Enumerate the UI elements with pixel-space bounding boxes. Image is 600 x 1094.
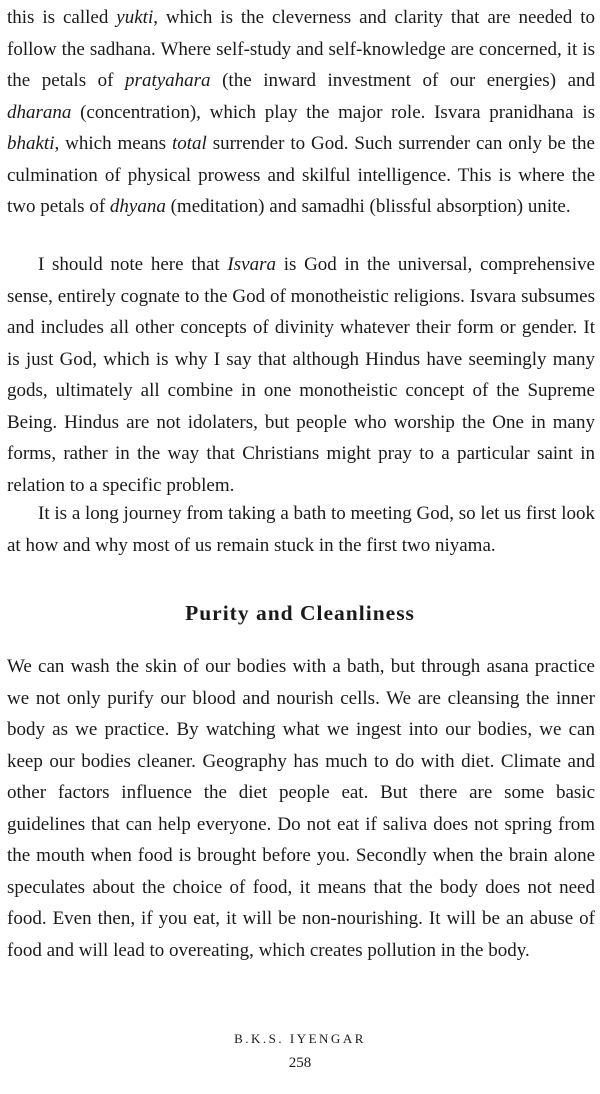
section-heading: Purity and Cleanliness <box>185 601 415 625</box>
paragraph-yukti <box>7 2 595 223</box>
paragraph-text: I should note here that Isvara is God in the universal, comprehensive sense, entirely cognate to the God of monotheistic religions. Isvara subsumes and includes all other concepts of divinity whatever their form or gender. It is just God, which is why I say that although Hindus have seemingly many gods, ultimately all combine in one monotheistic concept of the Supreme Being. Hindus are not idolaters, but people who worship the One in many forms, rather in the way that Christians might pray to a particular saint in relation to a specific problem. <box>7 254 595 496</box>
paragraph-isvara <box>7 249 595 501</box>
running-footer-author: B.K.S. IYENGAR <box>234 1031 366 1046</box>
paragraph-journey <box>7 498 595 561</box>
paragraph-text: We can wash the skin of our bodies with a bath, but through asana practice we not only purify our blood and nourish cells. We are cleansing the inner body as we practice. By watching what we ingest into our bodies, we can keep our bodies cleaner. Geography has much to do with diet. Climate and other factors influence the diet people eat. But there are some basic guidelines that can help everyone. Do not eat if saliva does not spring from the mouth when food is brought before you. Secondly when the brain alone speculates about the choice of food, it means that the body does not need food. Even then, if you eat, it will be non-nourishing. It will be an abuse of food and will lead to overeating, which creates pollution in the body. <box>7 656 595 961</box>
paragraph-purity <box>7 651 595 966</box>
page-number: 258 <box>288 1055 312 1071</box>
paragraph-text: It is a long journey from taking a bath to meeting God, so let us first look at how and why most of us remain stuck in the first two niyama. <box>7 503 595 556</box>
paragraph-text: this is called yukti, which is the cleverness and clarity that are needed to follow the sadhana. Where self-study and self-knowledge are concerned, it is the petals of pratyahara (the inward investment of our energies) and dharana (concentration), which play the major role. Isvara pranidhana is bhakti, which means total surrender to God. Such surrender can only be the culmination of physical prowess and skilful intelligence. This is where the two petals of dhyana (meditation) and samadhi (blissful absorption) unite. <box>7 7 596 217</box>
